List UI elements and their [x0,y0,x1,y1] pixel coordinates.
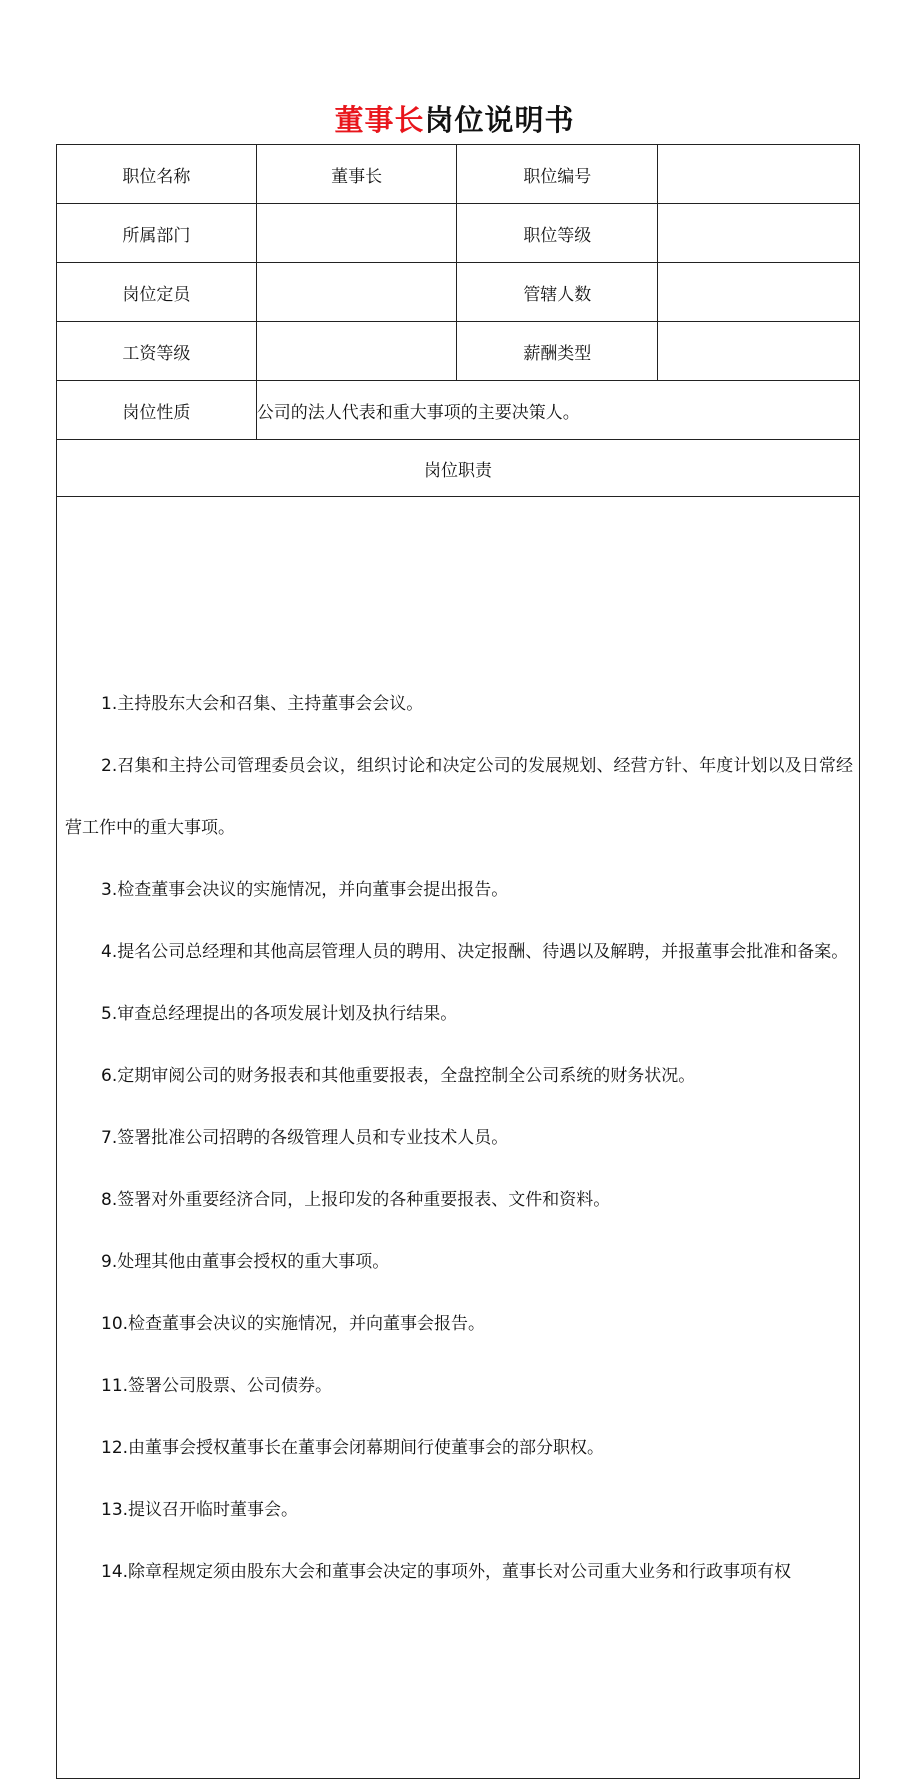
duties-cell[interactable] [57,497,860,1779]
subordinates-value[interactable] [658,263,860,322]
position-name-value[interactable]: 董事长 [256,145,457,204]
table-row [57,204,860,263]
table-row [57,263,860,322]
table-row [57,145,860,204]
subordinates-label: 管辖人数 [457,263,658,322]
duty-item: 12.由董事会授权董事长在董事会闭幕期间行使董事会的部分职权。 [101,1437,605,1458]
title-red-part: 董事长 [334,103,425,137]
position-level-value[interactable] [658,204,860,263]
department-label: 所属部门 [57,204,257,263]
duty-item: 5.审查总经理提出的各项发展计划及执行结果。 [101,1003,458,1024]
duty-item: 6.定期审阅公司的财务报表和其他重要报表，全盘控制全公司系统的财务状况。 [101,1065,696,1086]
document-title [0,100,909,140]
salary-grade-value[interactable] [256,322,457,381]
job-description-table [56,144,860,1779]
duty-item: 3.检查董事会决议的实施情况，并向董事会提出报告。 [101,879,509,900]
table-row [57,322,860,381]
duty-item: 7.签署批准公司招聘的各级管理人员和专业技术人员。 [101,1127,509,1148]
table-row [57,497,860,1779]
headcount-label: 岗位定员 [57,263,257,322]
duty-item: 1.主持股东大会和召集、主持董事会会议。 [101,693,424,714]
duty-item: 2.召集和主持公司管理委员会议，组织讨论和决定公司的发展规划、经营方针、年度计划以及日常经营工作中的重大事项。 [65,755,853,838]
position-name-label: 职位名称 [57,145,257,204]
nature-value[interactable]: 公司的法人代表和重大事项的主要决策人。 [256,381,859,440]
table-row [57,381,860,440]
pay-type-label: 薪酬类型 [457,322,658,381]
salary-grade-label: 工资等级 [57,322,257,381]
department-value[interactable] [256,204,457,263]
position-code-label: 职位编号 [457,145,658,204]
duty-item: 13.提议召开临时董事会。 [101,1499,299,1520]
duty-item: 14.除章程规定须由股东大会和董事会决定的事项外，董事长对公司重大业务和行政事项有权 [101,1561,792,1582]
pay-type-value[interactable] [658,322,860,381]
headcount-value[interactable] [256,263,457,322]
nature-label: 岗位性质 [57,381,257,440]
duty-item: 11.签署公司股票、公司债券。 [101,1375,333,1396]
position-code-value[interactable] [658,145,860,204]
duty-item: 9.处理其他由董事会授权的重大事项。 [101,1251,390,1272]
position-level-label: 职位等级 [457,204,658,263]
duty-item: 10.检查董事会决议的实施情况，并向董事会报告。 [101,1313,486,1334]
duty-item: 4.提名公司总经理和其他高层管理人员的聘用、决定报酬、待遇以及解聘，并报董事会批准和备案。 [101,941,849,962]
duties-header: 岗位职责 [57,440,860,497]
duty-item: 8.签署对外重要经济合同，上报印发的各种重要报表、文件和资料。 [101,1189,611,1210]
title-black-part: 岗位说明书 [424,103,575,137]
table-row [57,440,860,497]
